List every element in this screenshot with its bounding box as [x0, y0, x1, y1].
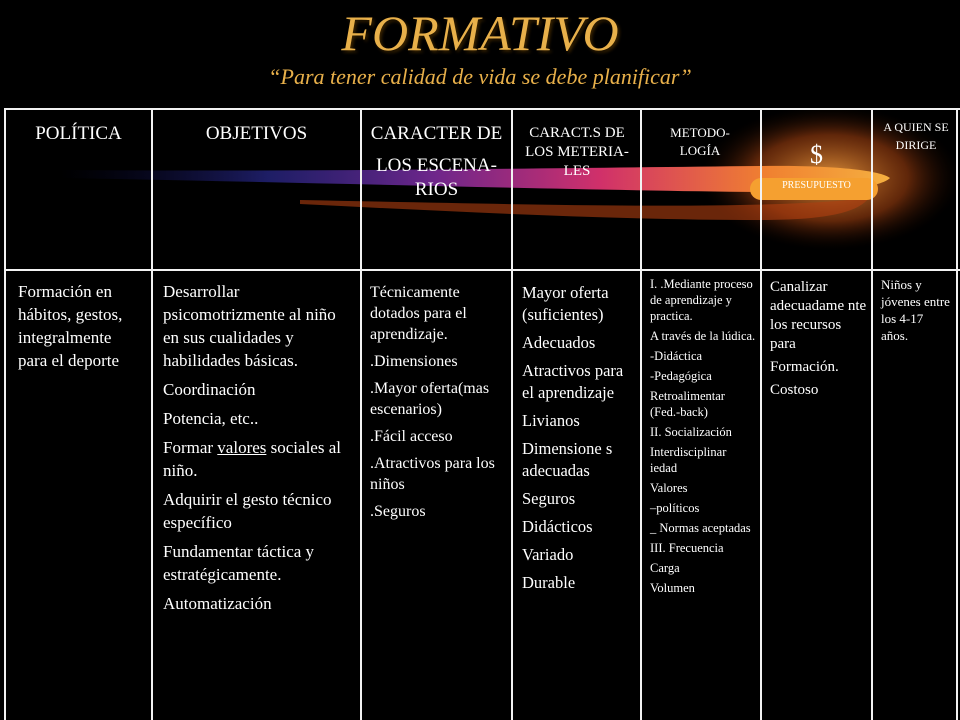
column-divider	[360, 108, 362, 720]
material-item: Seguros	[522, 489, 576, 508]
valores-text-before: Formar	[163, 438, 218, 457]
metodologia-item: Interdisciplinar iedad	[650, 445, 727, 475]
header-caracter-escenarios	[364, 122, 509, 202]
metodologia-item: Retroalimentar (Fed.-back)	[650, 389, 725, 419]
escenario-item: .Atractivos para los niños	[370, 455, 495, 493]
valores-text-after: sociales al niño.	[163, 438, 341, 480]
objetivo-item: Automatización	[163, 594, 272, 613]
cell-materiales	[522, 282, 634, 600]
cell-escenarios	[370, 282, 506, 528]
header-caracter-line2: LOS ESCENA-RIOS	[376, 155, 497, 200]
material-item: Atractivos para el aprendizaje	[522, 361, 624, 402]
metodologia-item: Carga	[650, 561, 680, 575]
header-metodologia: METODO-LOGÍA	[670, 125, 730, 158]
table-border-right	[956, 108, 958, 720]
cell-presupuesto	[770, 278, 868, 404]
table-border-header	[4, 269, 960, 271]
objetivo-item: Coordinación	[163, 380, 256, 399]
cell-a-quien: Niños y jóvenes entre los 4-17 años.	[881, 277, 950, 343]
valores-underlined: valores	[217, 438, 267, 457]
page-title: FORMATIVO	[341, 5, 619, 61]
presupuesto-item: Canalizar adecuadame nte los recursos para	[770, 279, 867, 352]
metodologia-item: A través de la lúdica.	[650, 329, 756, 343]
metodologia-item: -Pedagógica	[650, 369, 712, 383]
cell-objetivos	[163, 280, 355, 621]
material-item: Durable	[522, 573, 576, 592]
header-objetivos: OBJETIVOS	[205, 123, 308, 144]
column-divider	[151, 108, 153, 720]
material-item: Livianos	[522, 411, 580, 430]
column-divider	[760, 108, 762, 720]
dollar-icon: $	[810, 140, 823, 169]
material-item: Dimensione s adecuadas	[522, 439, 613, 480]
page-subtitle: “Para tener calidad de vida se debe planificar”	[268, 64, 692, 89]
objetivo-item: Potencia, etc..	[163, 409, 259, 428]
header-presupuesto-label: PRESUPUESTO	[782, 180, 851, 191]
presupuesto-item: Formación.	[770, 359, 839, 375]
metodologia-item: I. .Mediante proceso de aprendizaje y practica.	[650, 277, 753, 323]
objetivo-item-valores	[163, 436, 355, 482]
metodologia-item: II. Socialización	[650, 425, 732, 439]
objetivo-item: Adquirir el gesto técnico específico	[163, 490, 332, 532]
header-presupuesto	[762, 140, 871, 192]
header-politica: POLÍTICA	[35, 123, 122, 144]
metodologia-item: Valores	[650, 481, 688, 495]
material-item: Mayor oferta (suficientes)	[522, 283, 609, 324]
metodologia-item: Volumen	[650, 581, 695, 595]
escenario-item: Técnicamente dotados para el aprendizaje.	[370, 284, 467, 343]
escenario-item: .Dimensiones	[370, 353, 458, 370]
presupuesto-item: Costoso	[770, 382, 819, 398]
material-item: Adecuados	[522, 333, 596, 352]
metodologia-item: -Didáctica	[650, 349, 703, 363]
header-caracter-line1: CARACTER DE	[370, 123, 503, 144]
column-divider	[640, 108, 642, 720]
escenario-item: .Fácil acceso	[370, 428, 453, 445]
header-caract-materiales: CARACT.S DE LOS METERIA-LES	[525, 125, 629, 179]
table-border-top	[4, 108, 960, 110]
escenario-item: .Mayor oferta(mas escenarios)	[370, 380, 490, 418]
metodologia-item: _ Normas aceptadas	[650, 521, 751, 535]
formative-table	[0, 108, 960, 720]
material-item: Variado	[522, 545, 574, 564]
objetivo-item: Desarrollar psicomotrizmente al niño en sus cualidades y habilidades básicas.	[163, 282, 336, 370]
table-border-left	[4, 108, 6, 720]
column-divider	[511, 108, 513, 720]
objetivo-item: Fundamentar táctica y estratégicamente.	[163, 542, 315, 584]
column-divider	[871, 108, 873, 720]
escenario-item: .Seguros	[370, 503, 426, 520]
metodologia-item: III. Frecuencia	[650, 541, 724, 555]
metodologia-item: –políticos	[650, 501, 700, 515]
cell-politica: Formación en hábitos, gestos, integralmente para el deporte	[18, 282, 123, 370]
cell-metodologia	[650, 276, 756, 600]
header-a-quien: A QUIEN SE DIRIGE	[883, 120, 949, 152]
material-item: Didácticos	[522, 517, 593, 536]
